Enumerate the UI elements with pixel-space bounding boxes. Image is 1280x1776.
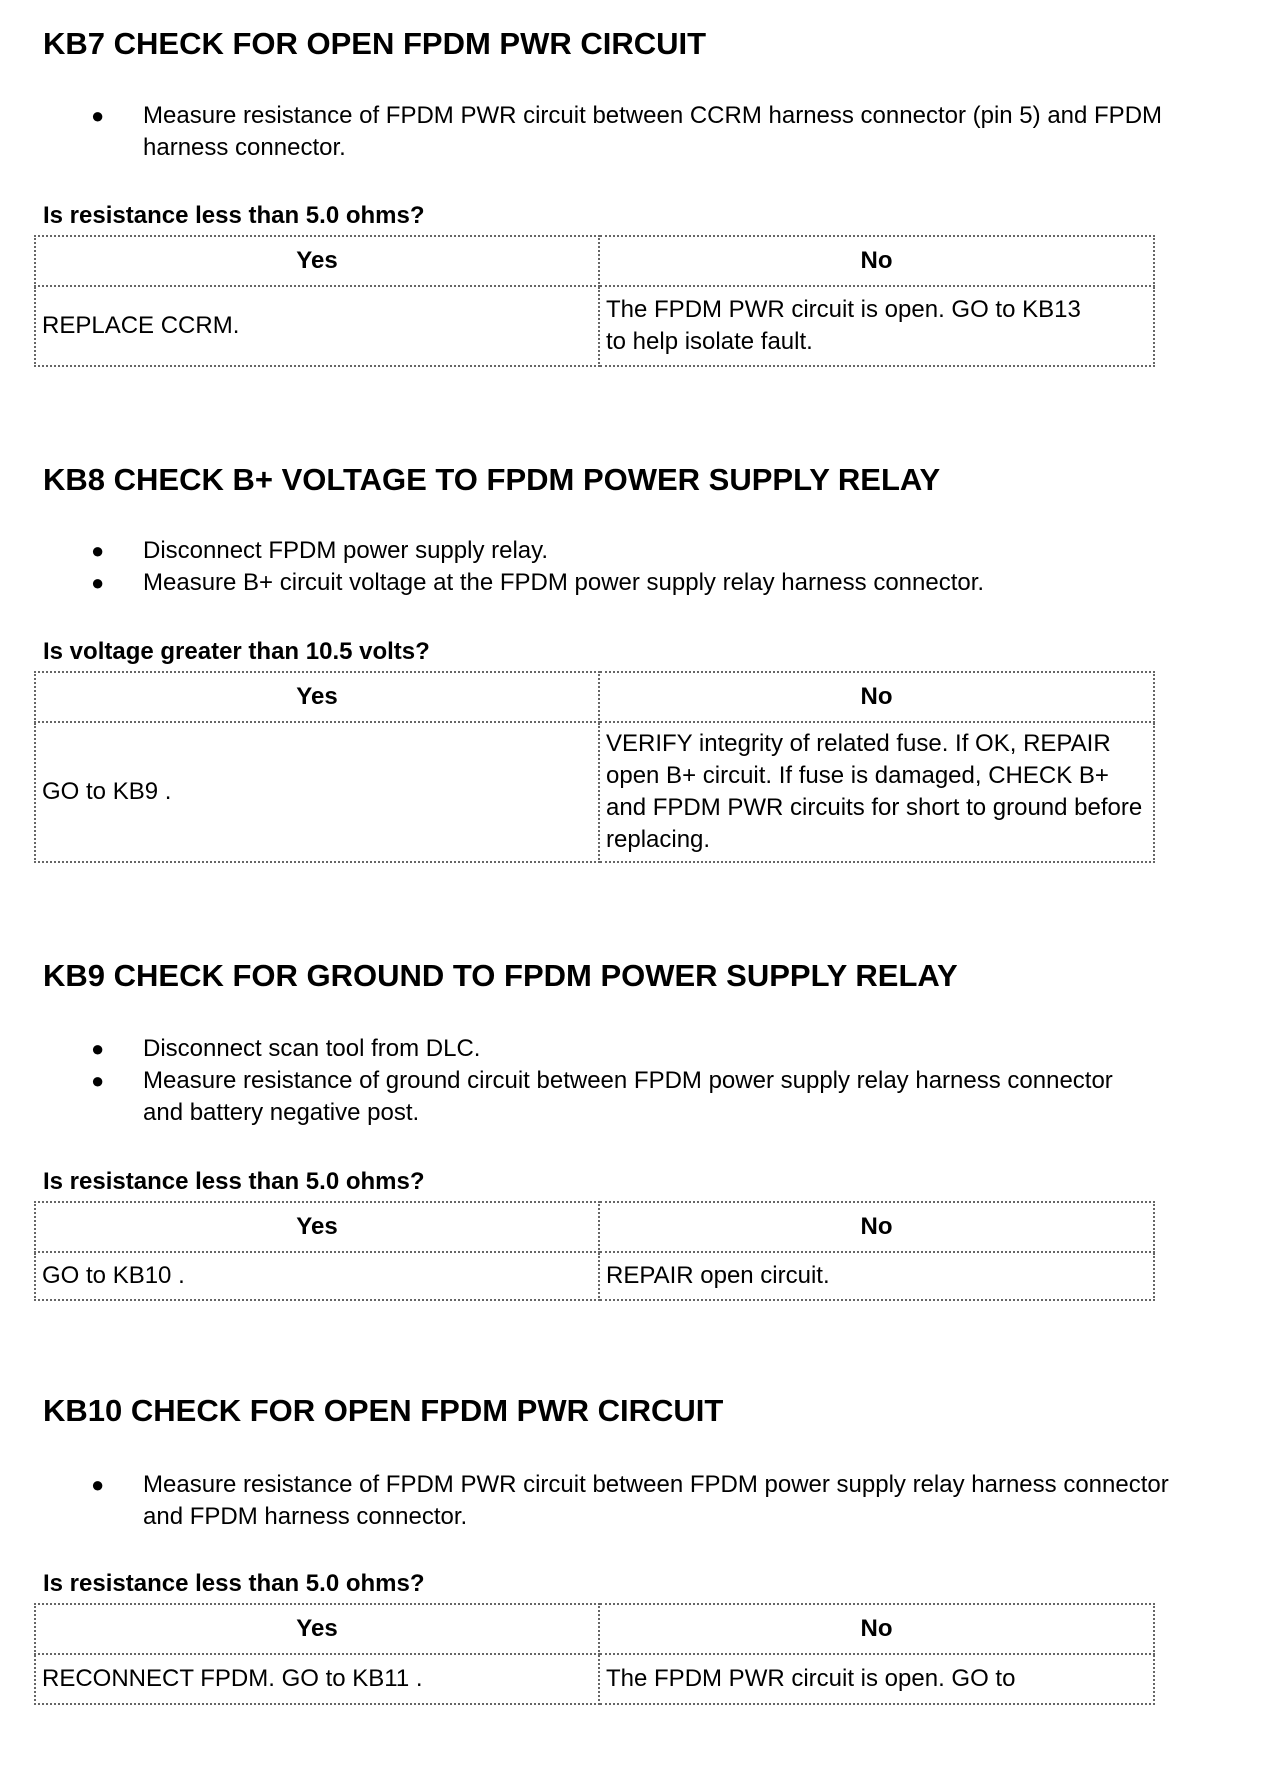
table-header-row <box>35 1202 1154 1252</box>
decision-table <box>34 235 1155 367</box>
question: Is voltage greater than 10.5 volts? <box>43 638 430 665</box>
no-header: No <box>599 1604 1154 1654</box>
yes-header: Yes <box>35 1202 599 1252</box>
question: Is resistance less than 5.0 ohms? <box>43 1570 425 1597</box>
no-cell: REPAIR open circuit. <box>599 1252 1154 1300</box>
step-list <box>0 535 1240 599</box>
bullet-icon: ● <box>91 1036 105 1061</box>
yes-cell: GO to KB9 . <box>35 722 599 862</box>
bullet-icon: ● <box>91 1472 105 1497</box>
decision-table <box>34 671 1155 863</box>
step-item <box>0 1033 1240 1065</box>
step-text: Disconnect FPDM power supply relay. <box>143 537 549 564</box>
decision-table <box>34 1603 1155 1705</box>
table-row <box>35 722 1154 862</box>
no-cell: VERIFY integrity of related fuse. If OK, REPAIR open B+ circuit. If fuse is damaged, CHECK B+ and FPDM PWR circuits for short to ground before replacing. <box>599 722 1154 862</box>
step-item <box>0 100 1240 164</box>
section-heading: KB9 CHECK FOR GROUND TO FPDM POWER SUPPLY RELAY <box>43 958 958 993</box>
no-header: No <box>599 672 1154 722</box>
step-list <box>0 1033 1240 1129</box>
bullet-icon: ● <box>91 1068 105 1093</box>
step-list <box>0 1469 1240 1533</box>
question: Is resistance less than 5.0 ohms? <box>43 202 425 229</box>
question: Is resistance less than 5.0 ohms? <box>43 1168 425 1195</box>
section-heading: KB7 CHECK FOR OPEN FPDM PWR CIRCUIT <box>43 26 707 61</box>
step-text: Measure resistance of FPDM PWR circuit between FPDM power supply relay harness connector and FPDM harness connector. <box>143 1471 1169 1530</box>
bullet-icon: ● <box>91 570 105 595</box>
step-item <box>0 1469 1240 1533</box>
step-item <box>0 1065 1240 1129</box>
table-row <box>35 1654 1154 1704</box>
bullet-icon: ● <box>91 103 105 128</box>
step-list <box>0 100 1240 164</box>
table-header-row <box>35 236 1154 286</box>
no-cell: The FPDM PWR circuit is open. GO to <box>599 1654 1154 1704</box>
no-cell: The FPDM PWR circuit is open. GO to KB13 to help isolate fault. <box>599 286 1154 366</box>
step-item <box>0 567 1240 599</box>
yes-cell: REPLACE CCRM. <box>35 286 599 366</box>
no-header: No <box>599 1202 1154 1252</box>
table-header-row <box>35 1604 1154 1654</box>
yes-header: Yes <box>35 1604 599 1654</box>
yes-header: Yes <box>35 236 599 286</box>
section-heading: KB10 CHECK FOR OPEN FPDM PWR CIRCUIT <box>43 1393 724 1428</box>
section-heading: KB8 CHECK B+ VOLTAGE TO FPDM POWER SUPPLY RELAY <box>43 462 941 497</box>
yes-cell: GO to KB10 . <box>35 1252 599 1300</box>
step-item <box>0 535 1240 567</box>
table-row <box>35 286 1154 366</box>
table-row <box>35 1252 1154 1300</box>
no-header: No <box>599 236 1154 286</box>
table-header-row <box>35 672 1154 722</box>
yes-cell: RECONNECT FPDM. GO to KB11 . <box>35 1654 599 1704</box>
yes-header: Yes <box>35 672 599 722</box>
step-text: Measure resistance of ground circuit between FPDM power supply relay harness connector and battery negative post. <box>143 1067 1113 1126</box>
decision-table <box>34 1201 1155 1301</box>
step-text: Disconnect scan tool from DLC. <box>143 1035 481 1062</box>
step-text: Measure resistance of FPDM PWR circuit between CCRM harness connector (pin 5) and FPDM harness connector. <box>143 102 1163 161</box>
bullet-icon: ● <box>91 538 105 563</box>
step-text: Measure B+ circuit voltage at the FPDM power supply relay harness connector. <box>143 569 985 596</box>
